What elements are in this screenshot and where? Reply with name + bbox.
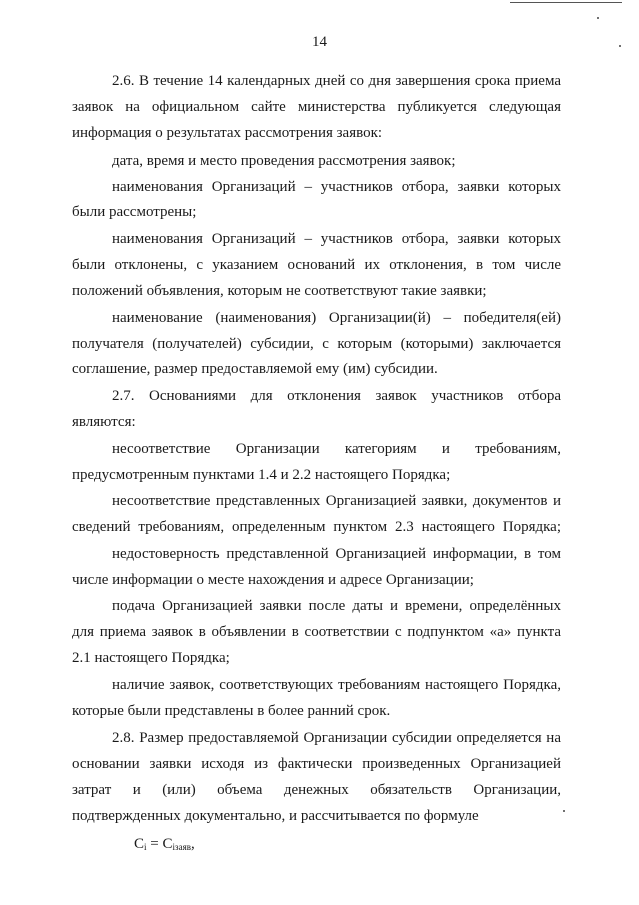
paragraph-line: которые были представлены в более ранний срок. — [72, 703, 391, 719]
formula-rhs-subscript: iзаяв — [172, 842, 191, 852]
paragraph-line: наименования Организаций – участников отбора, заявки которых — [112, 231, 561, 247]
paragraph-line: дата, время и место проведения рассмотрения заявок; — [112, 153, 456, 169]
page-number: 14 — [312, 34, 327, 50]
scan-speck — [597, 17, 599, 19]
paragraph-line: несоответствие Организации категориям и требованиям, — [112, 441, 561, 457]
scan-speck — [563, 810, 565, 812]
paragraph-line: положений объявления, которым не соответствуют такие заявки; — [72, 283, 487, 299]
formula-lhs: C — [134, 836, 145, 852]
paragraph-line: наличие заявок, соответствующих требованиям настоящего Порядка, — [112, 677, 561, 693]
paragraph-line: основании заявки исходя из фактически произведенных Организацией — [72, 756, 561, 772]
paragraph-line: соглашение, размер предоставляемой ему (им) субсидии. — [72, 361, 438, 377]
paragraph-line: недостоверность представленной Организацией информации, в том — [112, 546, 561, 562]
paragraph-line: наименования Организаций – участников отбора, заявки которых — [112, 179, 561, 195]
paragraph-line: сведений требованиям, определенным пунктом 2.3 настоящего Порядка; — [72, 519, 561, 535]
paragraph-line: числе информации о месте нахождения и адресе Организации; — [72, 572, 474, 588]
paragraph-line: 2.8. Размер предоставляемой Организации субсидии определяется на — [112, 730, 561, 746]
formula-tail: , — [190, 836, 195, 852]
paragraph-line: подача Организацией заявки после даты и времени, определённых — [112, 598, 561, 614]
paragraph-line: затрат и (или) объема денежных обязательств Организации, — [72, 782, 561, 798]
paragraph-line: наименование (наименования) Организации(й) – победителя(ей) — [112, 310, 561, 326]
paragraph-line: были рассмотрены; — [72, 204, 197, 220]
formula-equals: = — [146, 836, 163, 852]
formula-rhs: C — [162, 836, 173, 852]
paragraph-line: заявок на официальном сайте министерства публикуется следующая — [72, 99, 561, 115]
top-rule — [510, 2, 622, 3]
subsidy-formula — [134, 835, 195, 856]
paragraph-line: 2.1 настоящего Порядка; — [72, 650, 230, 666]
paragraph-line: 2.6. В течение 14 календарных дней со дня завершения срока приема — [112, 73, 561, 89]
formula-lhs-subscript: i — [144, 842, 147, 852]
paragraph-line: предусмотренным пунктами 1.4 и 2.2 настоящего Порядка; — [72, 467, 451, 483]
paragraph-line: несоответствие представленных Организацией заявки, документов и — [112, 493, 561, 509]
paragraph-line: для приема заявок в объявлении в соответствии с подпунктом «а» пункта — [72, 624, 561, 640]
paragraph-line: подтвержденных документально, и рассчитывается по формуле — [72, 808, 479, 824]
paragraph-line: были отклонены, с указанием оснований их отклонения, в том числе — [72, 257, 561, 273]
paragraph-line: информация о результатах рассмотрения заявок: — [72, 125, 383, 141]
paragraph-line: являются: — [72, 414, 136, 430]
paragraph-line: получателя (получателей) субсидии, с которым (которыми) заключается — [72, 336, 561, 352]
paragraph-line: 2.7. Основаниями для отклонения заявок участников отбора — [112, 388, 561, 404]
